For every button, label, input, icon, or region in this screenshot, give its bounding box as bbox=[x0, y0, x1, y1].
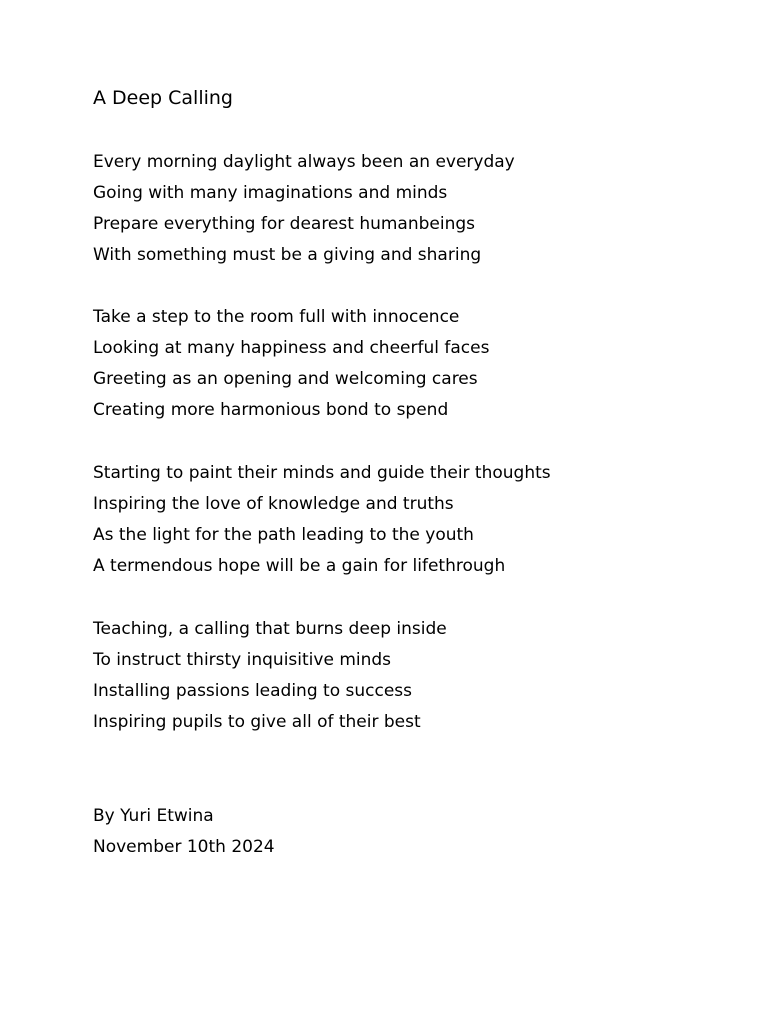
byline bbox=[93, 801, 275, 863]
poem-line: Starting to paint their minds and guide their thoughts bbox=[93, 463, 551, 483]
poem-title: A Deep Calling bbox=[93, 87, 233, 109]
poem-line: Inspiring pupils to give all of their best bbox=[93, 712, 421, 733]
stanza-1 bbox=[93, 147, 515, 271]
stanza-2 bbox=[93, 302, 489, 426]
poem-line: Take a step to the room full with innocence bbox=[93, 307, 460, 327]
poem-line: Inspiring the love of knowledge and truths bbox=[93, 494, 454, 515]
stanza-4 bbox=[93, 614, 447, 738]
poem-line: With something must be a giving and sharing bbox=[93, 245, 482, 266]
poem-line: Teaching, a calling that burns deep inside bbox=[93, 619, 447, 639]
poem-line: Going with many imaginations and minds bbox=[93, 183, 448, 204]
poem-line: Creating more harmonious bond to spend bbox=[93, 400, 449, 421]
author-name: By Yuri Etwina bbox=[93, 806, 214, 826]
poem-line: Looking at many happiness and cheerful faces bbox=[93, 338, 490, 359]
poem-line: Installing passions leading to success bbox=[93, 681, 412, 702]
stanza-3 bbox=[93, 458, 551, 582]
poem-line: To instruct thirsty inquisitive minds bbox=[93, 650, 392, 671]
poem-line: Prepare everything for dearest humanbeings bbox=[93, 214, 476, 235]
poem-line: A termendous hope will be a gain for lifethrough bbox=[93, 556, 506, 577]
poem-line: Every morning daylight always been an everyday bbox=[93, 152, 515, 172]
poem-line: Greeting as an opening and welcoming cares bbox=[93, 369, 478, 390]
poem-line: As the light for the path leading to the youth bbox=[93, 525, 474, 546]
poem-date: November 10th 2024 bbox=[93, 837, 275, 858]
